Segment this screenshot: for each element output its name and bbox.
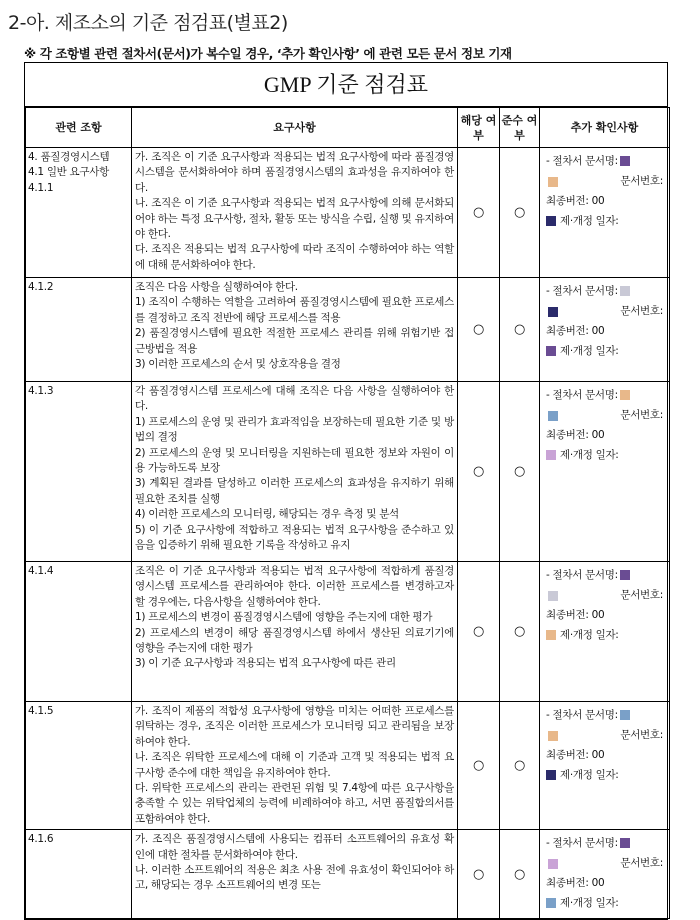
revision-label: 최종버전: 00	[546, 429, 605, 441]
redacted-block	[620, 838, 630, 848]
revision-label: 최종버전: 00	[546, 749, 605, 761]
redacted-block	[546, 450, 556, 460]
checklist-table	[25, 107, 670, 919]
table-row	[26, 278, 670, 382]
redacted-block	[548, 307, 558, 317]
redacted-block	[546, 216, 556, 226]
revision-line	[546, 428, 665, 448]
doc-number-label: 문서번호:	[620, 409, 663, 421]
doc-name-line	[546, 284, 665, 304]
revision-label: 최종버전: 00	[546, 325, 605, 337]
doc-name-label: - 절차서 문서명:	[546, 709, 618, 721]
date-line	[546, 628, 665, 648]
page-title: 2-아. 제조소의 기준 점검표(별표2)	[8, 12, 288, 34]
applicable-radio[interactable]: ○	[458, 702, 500, 830]
compliance-radio[interactable]: ○	[500, 382, 540, 562]
date-label: 제·개정 일자:	[560, 215, 619, 227]
doc-name-label: - 절차서 문서명:	[546, 389, 618, 401]
clause-cell: 4.1.4	[26, 562, 132, 702]
revision-line	[546, 748, 665, 768]
date-label: 제·개정 일자:	[560, 769, 619, 781]
redacted-block	[548, 411, 558, 421]
doc-number-label: 문서번호:	[620, 589, 663, 601]
revision-line	[546, 324, 665, 344]
requirement-cell: 가. 조직은 품질경영시스템에 사용되는 컴퓨터 소프트웨어의 유효성 확인에 대한 절차를 문서화하여야 한다. 나. 이러한 소프트웨어의 적용은 최초 사용 전에 유효성이 확인되어야 하고, 해당되는 경우 소프트웨어의 변경 또는	[132, 830, 458, 919]
gmp-checklist	[24, 62, 668, 920]
doc-name-line	[546, 154, 665, 174]
revision-line	[546, 876, 665, 896]
date-line	[546, 214, 665, 234]
clause-cell: 4.1.2	[26, 278, 132, 382]
extra-check-cell[interactable]	[540, 562, 670, 702]
revision-label: 최종버전: 00	[546, 877, 605, 890]
table-row	[26, 148, 670, 278]
clause-cell: 4.1.6	[26, 830, 132, 919]
redacted-block	[548, 591, 558, 601]
extra-check-cell[interactable]	[540, 382, 670, 562]
doc-name-line	[546, 836, 665, 856]
requirement-cell: 각 품질경영시스템 프로세스에 대해 조직은 다음 사항을 실행하여야 한다. 1) 프로세스의 운영 및 관리가 효과적임을 보장하는데 필요한 기준 및 방법의 결정 2) 프로세스의 운영 및 모니터링을 지원하는데 필요한 정보와 자원이 이용 가능하도록 보장 3) 계획된 결과를 달성하고 이러한 프로세스의 효과성을 유지하기 위해 필요한 조치를 실행 4) 이러한 프로세스의 모니터링, 해당되는 경우 측정 및 분석 5) 이 기준 요구사항에 적합하고 적용되는 법적 요구사항을 준수하고 있음을 입증하기 위해 필요한 기록을 작성하고 유지	[132, 382, 458, 562]
redacted-block	[546, 346, 556, 356]
doc-number-label: 문서번호:	[620, 175, 663, 187]
requirement-cell: 가. 조직이 제품의 적합성 요구사항에 영향을 미치는 어떠한 프로세스를 위탁하는 경우, 조직은 이러한 프로세스가 모니터링 되고 관리됨을 보장하여야 한다. 나. 조직은 위탁한 프로세스에 대해 이 기준과 고객 및 적용되는 법적 요구사항 준수에 대한 책임을 유지하여야 한다. 다. 위탁한 프로세스의 관리는 관련된 위험 및 7.4항에 따른 요구사항을 충족할 수 있는 위탁업체의 능력에 비례하여야 하고, 서면 품질합의서를 포함하여야 한다.	[132, 702, 458, 830]
revision-label: 최종버전: 00	[546, 609, 605, 621]
checklist-title: GMP 기준 점검표	[25, 63, 667, 107]
doc-name-line	[546, 708, 665, 728]
doc-name-label: - 절차서 문서명:	[546, 569, 618, 581]
applicable-radio[interactable]: ○	[458, 382, 500, 562]
header-requirement: 요구사항	[132, 108, 458, 148]
compliance-radio[interactable]: ○	[500, 278, 540, 382]
table-row	[26, 382, 670, 562]
applicable-radio[interactable]: ○	[458, 830, 500, 919]
header-applicable: 해당 여부	[458, 108, 500, 148]
doc-number-line	[546, 174, 665, 194]
redacted-block	[548, 177, 558, 187]
requirement-cell: 가. 조직은 이 기준 요구사항과 적용되는 법적 요구사항에 따라 품질경영시스템을 문서화하여야 하며 품질경영시스템의 효과성을 유지하여야 한다. 나. 조직은 이 기준 요구사항과 적용되는 법적 요구사항에 의해 문서화되어야 하는 특정 요구사항, 절차, 활동 또는 방식을 수립, 실행 및 유지하여야 한다. 다. 조직은 적용되는 법적 요구사항에 따라 조직이 수행하여야 하는 역할에 대해 문서화하여야 한다.	[132, 148, 458, 278]
doc-name-label: - 절차서 문서명:	[546, 837, 618, 850]
doc-name-label: - 절차서 문서명:	[546, 155, 618, 167]
applicable-radio[interactable]: ○	[458, 278, 500, 382]
clause-cell: 4.1.3	[26, 382, 132, 562]
doc-number-line	[546, 856, 665, 876]
revision-line	[546, 608, 665, 628]
compliance-radio[interactable]: ○	[500, 562, 540, 702]
header-clause: 관련 조항	[26, 108, 132, 148]
applicable-radio[interactable]: ○	[458, 148, 500, 278]
date-label: 제·개정 일자:	[560, 897, 619, 910]
redacted-block	[546, 770, 556, 780]
redacted-block	[548, 859, 558, 869]
redacted-block	[620, 286, 630, 296]
date-line	[546, 448, 665, 468]
table-row	[26, 562, 670, 702]
extra-check-cell[interactable]	[540, 702, 670, 830]
doc-number-label: 문서번호:	[620, 857, 663, 870]
header-row	[26, 108, 670, 148]
doc-number-line	[546, 408, 665, 428]
doc-name-label: - 절차서 문서명:	[546, 285, 618, 297]
extra-check-cell[interactable]	[540, 148, 670, 278]
doc-number-line	[546, 304, 665, 324]
extra-check-cell[interactable]	[540, 830, 670, 919]
requirement-cell: 조직은 다음 사항을 실행하여야 한다. 1) 조직이 수행하는 역할을 고려하여 품질경영시스템에 필요한 프로세스를 결정하고 조직 전반에 해당 프로세스를 적용 2) 품질경영시스템에 필요한 적절한 프로세스 관리를 위해 위험기반 접근방법을 적용 3) 이러한 프로세스의 순서 및 상호작용을 결정	[132, 278, 458, 382]
doc-name-line	[546, 388, 665, 408]
compliance-radio[interactable]: ○	[500, 148, 540, 278]
clause-cell: 4.1.5	[26, 702, 132, 830]
instruction-note: ※ 각 조항별 관련 절차서(문서)가 복수일 경우, ‘추가 확인사항’ 에 관련 모든 문서 정보 기재	[24, 46, 512, 61]
redacted-block	[548, 731, 558, 741]
date-label: 제·개정 일자:	[560, 629, 619, 641]
date-line	[546, 896, 665, 916]
extra-check-cell[interactable]	[540, 278, 670, 382]
revision-label: 최종버전: 00	[546, 195, 605, 207]
doc-number-label: 문서번호:	[620, 729, 663, 741]
redacted-block	[546, 898, 556, 908]
doc-number-label: 문서번호:	[620, 305, 663, 317]
date-line	[546, 768, 665, 788]
doc-number-line	[546, 588, 665, 608]
redacted-block	[620, 710, 630, 720]
redacted-block	[546, 630, 556, 640]
header-compliance: 준수 여부	[500, 108, 540, 148]
redacted-block	[620, 570, 630, 580]
header-extra: 추가 확인사항	[540, 108, 670, 148]
redacted-block	[620, 156, 630, 166]
compliance-radio[interactable]: ○	[500, 702, 540, 830]
table-row	[26, 830, 670, 919]
date-line	[546, 344, 665, 364]
clause-cell: 4. 품질경영시스템 4.1 일반 요구사항 4.1.1	[26, 148, 132, 278]
doc-name-line	[546, 568, 665, 588]
doc-number-line	[546, 728, 665, 748]
redacted-block	[620, 390, 630, 400]
date-label: 제·개정 일자:	[560, 449, 619, 461]
compliance-radio[interactable]: ○	[500, 830, 540, 919]
revision-line	[546, 194, 665, 214]
table-row	[26, 702, 670, 830]
applicable-radio[interactable]: ○	[458, 562, 500, 702]
requirement-cell: 조직은 이 기준 요구사항과 적용되는 법적 요구사항에 적합하게 품질경영시스템 프로세스를 관리하여야 한다. 이러한 프로세스를 변경하고자 할 경우에는, 다음사항을 실행하여야 한다. 1) 프로세스의 변경이 품질경영시스템에 영향을 주는지에 대한 평가 2) 프로세스의 변경이 해당 품질경영시스템 하에서 생산된 의료기기에 영향을 주는지에 대한 평가 3) 이 기준 요구사항과 적용되는 법적 요구사항에 따른 관리	[132, 562, 458, 702]
date-label: 제·개정 일자:	[560, 345, 619, 357]
